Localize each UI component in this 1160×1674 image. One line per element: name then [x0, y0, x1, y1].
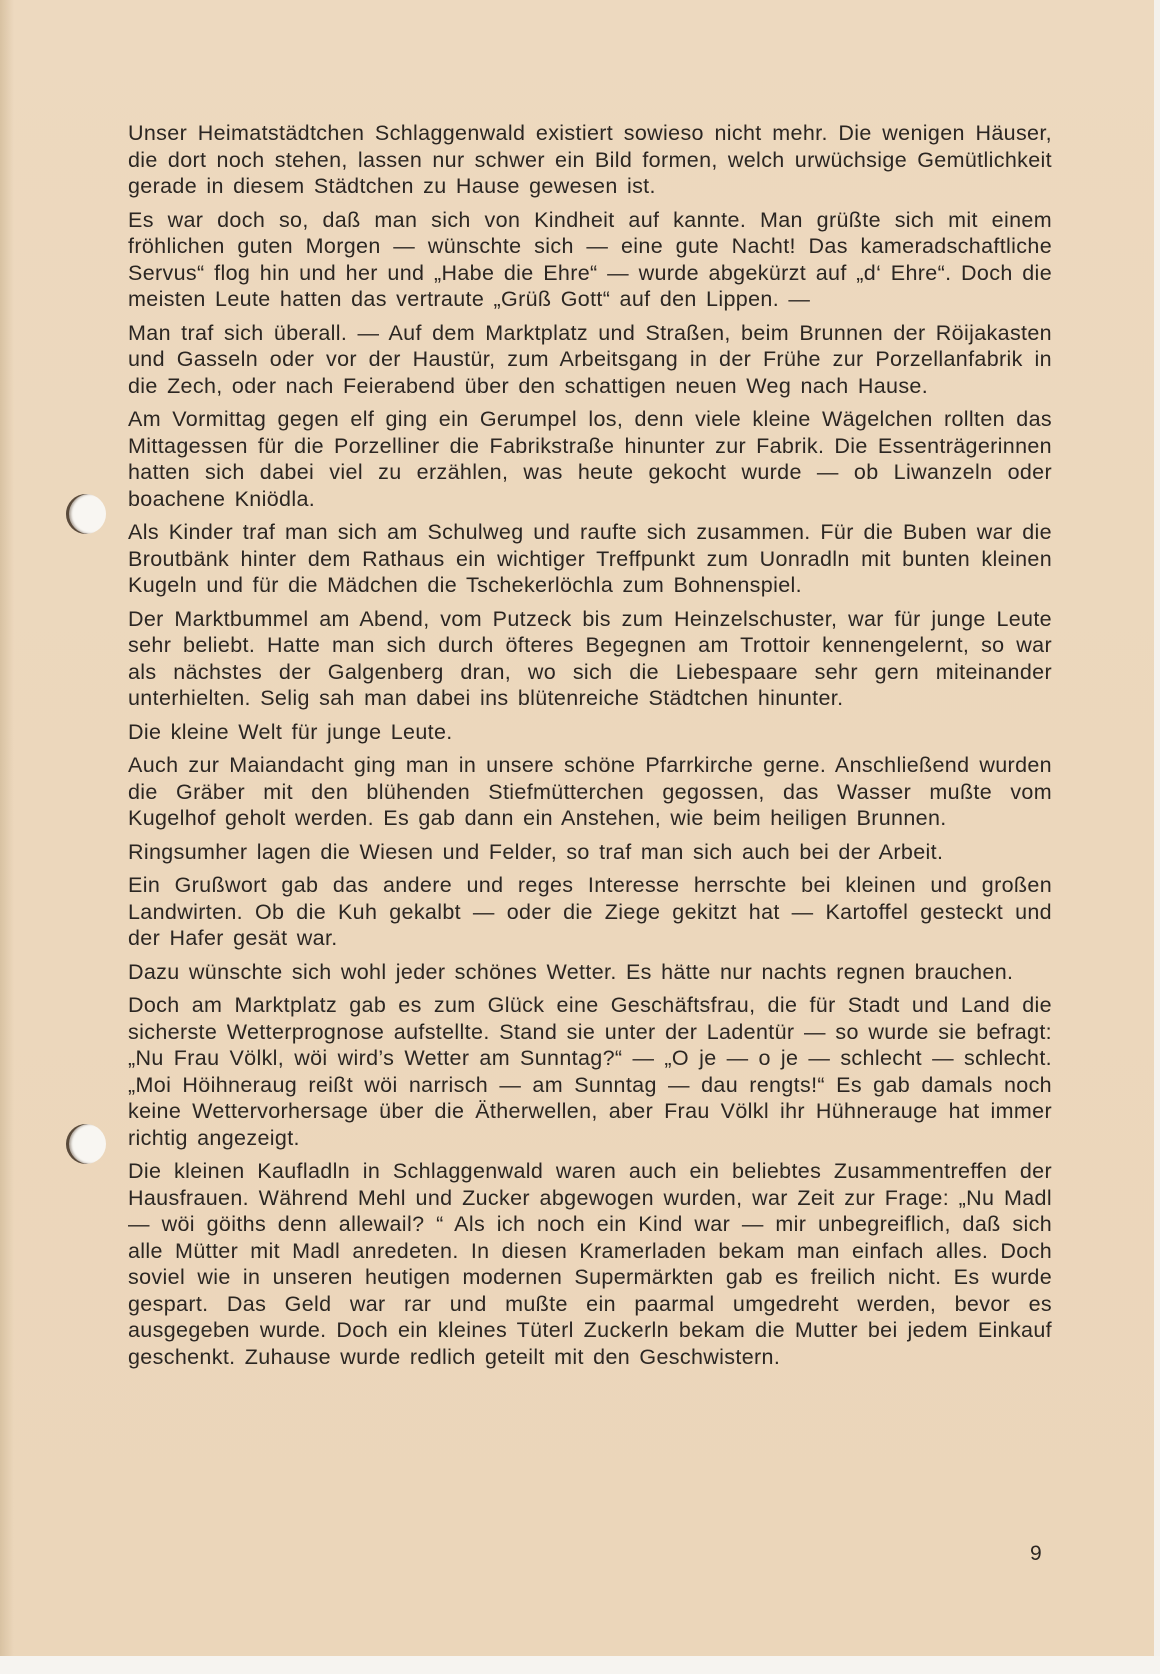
paragraph: Doch am Marktplatz gab es zum Glück eine Geschäftsfrau, die für Stadt und Land die sicherste Wetterprognose aufstellte. Stand sie unter der Ladentür — so wurde sie befragt: „Nu Frau Völkl, wöi wird’s Wetter am Sunntag?“ — „O je — o je — schlecht — schlecht. „Moi Höihneraug reißt wöi narrisch — am Sunntag — dau rengts!“ Es gab damals noch keine Wettervorhersage über die Ätherwellen, aber Frau Völkl ihr Hühnerauge hat immer richtig angezeigt. — [128, 993, 1052, 1150]
paragraph: Als Kinder traf man sich am Schulweg und raufte sich zusammen. Für die Buben war die Broutbänk hinter dem Rathaus ein wichtiger Treffpunkt zum Uonradln mit bunten kleinen Kugeln und für die Mädchen die Tschekerlöchla zum Bohnenspiel. — [128, 520, 1052, 597]
paragraph: Auch zur Maiandacht ging man in unsere schöne Pfarrkirche gerne. Anschließend wurden die Gräber mit den blühenden Stiefmütterchen gegossen, das Wasser mußte vom Kugelhof geholt werden. Es gab dann ein Anstehen, wie beim heiligen Brunnen. — [128, 753, 1052, 830]
paragraph: Ringsumher lagen die Wiesen und Felder, so traf man sich auch bei der Arbeit. — [128, 839, 944, 864]
paragraph: Ein Grußwort gab das andere und reges Interesse herrschte bei kleinen und großen Landwirten. Ob die Kuh gekalbt — oder die Ziege gekitzt hat — Kartoffel gesteckt und der Hafer gesät war. — [128, 873, 1052, 950]
paragraph: Der Marktbummel am Abend, vom Putzeck bis zum Heinzelschuster, war für junge Leute sehr beliebt. Hatte man sich durch öfteres Begegnen am Trottoir kennengelernt, so war als nächstes der Galgenberg dran, wo sich die Liebespaare sehr gern miteinander unterhielten. Selig sah man dabei ins blütenreiche Städtchen hinunter. — [128, 606, 1052, 710]
paragraph: Dazu wünschte sich wohl jeder schönes Wetter. Es hätte nur nachts regnen brauchen. — [128, 959, 1014, 984]
punch-hole — [66, 494, 106, 534]
scan-border — [0, 1656, 1160, 1674]
paragraph: Die kleine Welt für junge Leute. — [128, 719, 453, 744]
page-number: 9 — [1030, 1542, 1042, 1565]
paragraph: Die kleinen Kaufladln in Schlaggenwald waren auch ein beliebtes Zusammentreffen der Hausfrauen. Während Mehl und Zucker abgewogen wurden, war Zeit zur Frage: „Nu Madl — wöi göiths denn allewail? “ Als ich noch ein Kind war — mir unbegreiflich, daß sich alle Mütter mit Madl anredeten. In diesen Kramerladen bekam man einfach alles. Doch soviel wie in unseren heutigen modernen Supermärkten gab es freilich nicht. Es wurde gespart. Das Geld war rar und mußte ein paarmal umgedreht werden, bevor es ausgegeben wurde. Doch ein kleines Tüterl Zuckerln bekam die Mutter bei jedem Einkauf geschenkt. Zuhause wurde redlich geteilt mit den Geschwistern. — [128, 1159, 1052, 1369]
page-edge — [1154, 0, 1160, 1674]
body-text — [128, 120, 1052, 1377]
paragraph: Am Vormittag gegen elf ging ein Gerumpel los, denn viele kleine Wägelchen rollten das Mittagessen für die Porzelliner die Fabrikstraße hinunter zur Fabrik. Die Essenträgerinnen hatten sich dabei viel zu erzählen, was heute gekocht wurde — ob Liwanzeln oder boachene Kniödla. — [128, 407, 1052, 511]
punch-hole — [66, 1124, 106, 1164]
paragraph: Unser Heimatstädtchen Schlaggenwald existiert sowieso nicht mehr. Die wenigen Häuser, die dort noch stehen, lassen nur schwer ein Bild formen, welch urwüchsige Gemütlichkeit gerade in diesem Städtchen zu Hause gewesen ist. — [128, 121, 1052, 198]
paragraph: Es war doch so, daß man sich von Kindheit auf kannte. Man grüßte sich mit einem fröhlichen guten Morgen — wünschte sich — eine gute Nacht! Das kameradschaftliche Servus“ flog hin und her und „Habe die Ehre“ — wurde abgekürzt auf „d‘ Ehre“. Doch die meisten Leute hatten das vertraute „Grüß Gott“ auf den Lippen. — — [128, 207, 1052, 311]
paragraph: Man traf sich überall. — Auf dem Marktplatz und Straßen, beim Brunnen der Röijakasten und Gasseln oder vor der Haustür, zum Arbeitsgang in der Frühe zur Porzellanfabrik in die Zech, oder nach Feierabend über den schattigen neuen Weg nach Hause. — [128, 320, 1052, 398]
